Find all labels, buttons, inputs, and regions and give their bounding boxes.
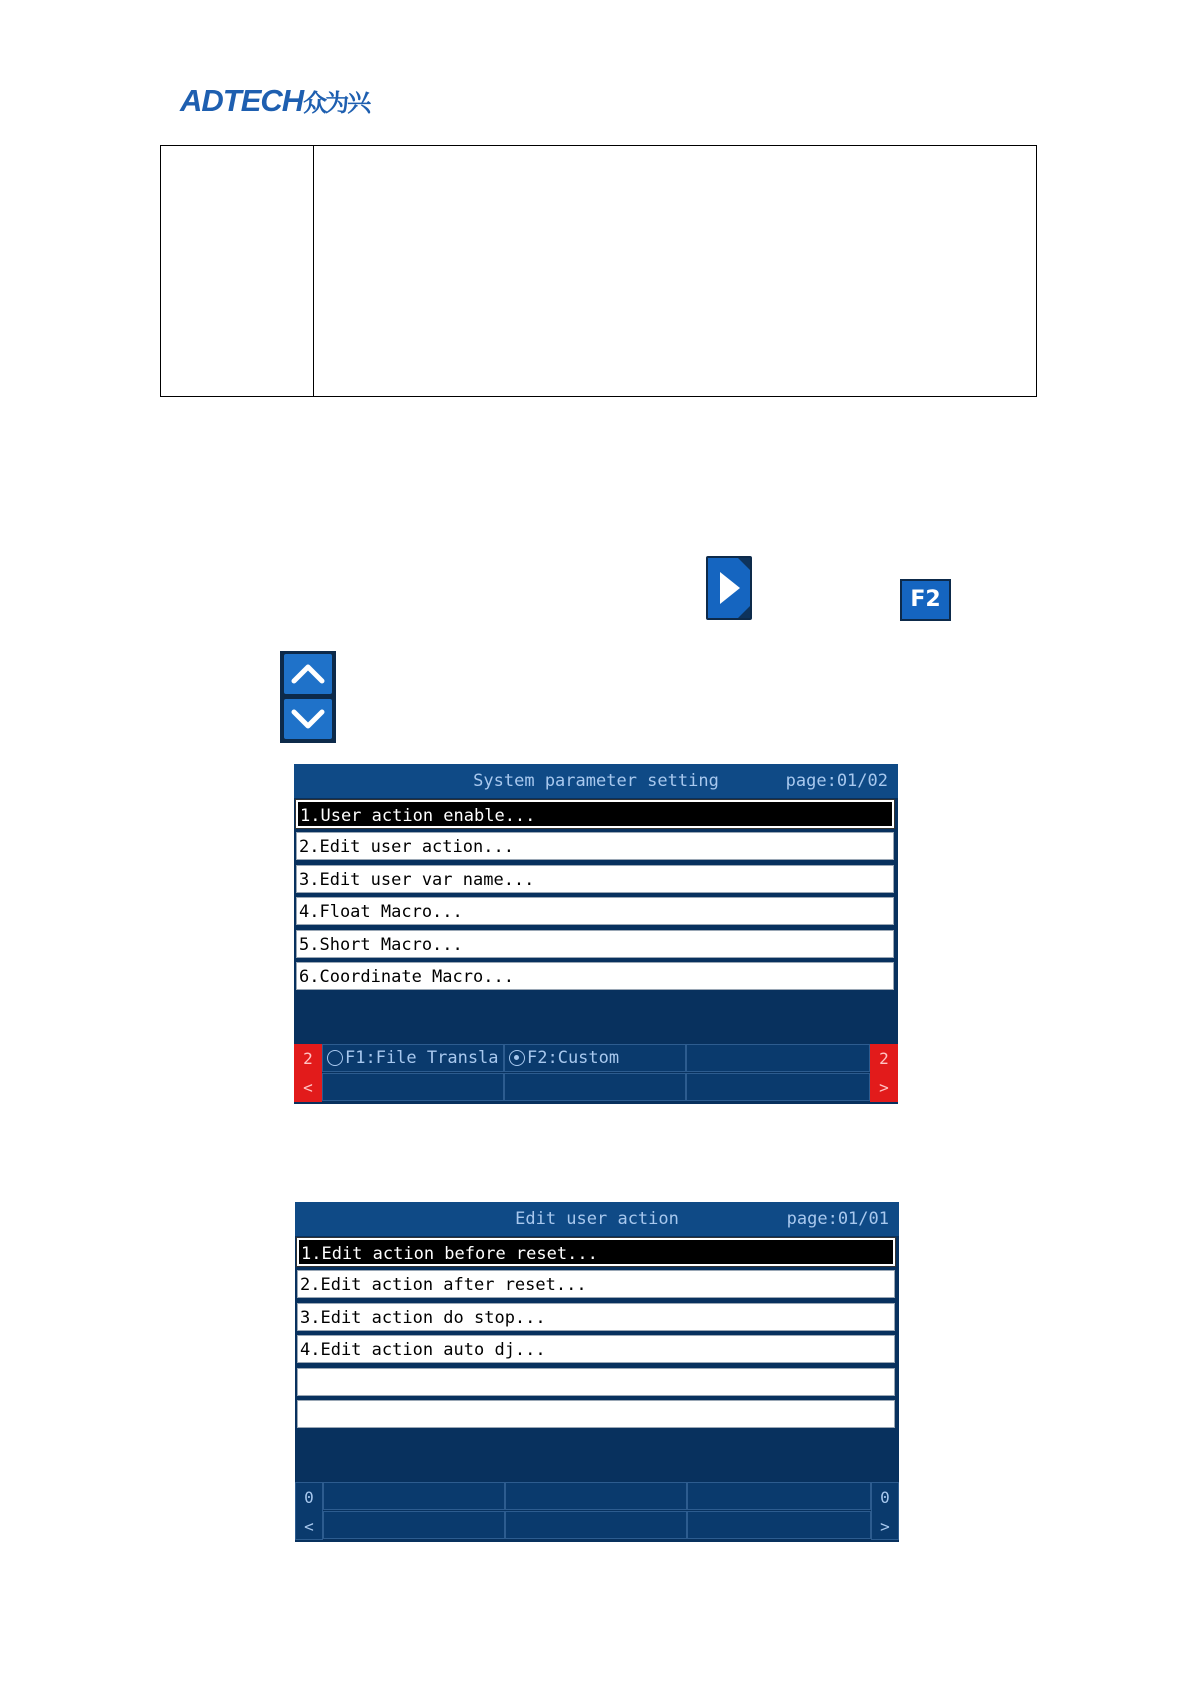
f3-softkey[interactable] <box>687 1482 871 1510</box>
menu-item[interactable]: 6.Coordinate Macro... <box>296 962 894 990</box>
menu-item[interactable]: 3.Edit user var name... <box>296 865 894 893</box>
f7-softkey[interactable] <box>687 1511 871 1539</box>
page-left-indicator: 0 < <box>295 1482 323 1540</box>
table-column-divider <box>313 146 314 396</box>
f5-softkey[interactable] <box>322 1073 504 1101</box>
menu-item[interactable]: 5.Short Macro... <box>296 930 894 958</box>
menu-item[interactable]: 3.Edit action do stop... <box>297 1303 895 1331</box>
radio-off-icon <box>327 1050 343 1066</box>
f3-softkey[interactable] <box>686 1044 870 1072</box>
arrow-up-icon <box>284 654 332 694</box>
menu-item[interactable]: 4.Float Macro... <box>296 897 894 925</box>
menu-item[interactable]: 2.Edit user action... <box>296 832 894 860</box>
menu-item[interactable]: 1.User action enable... <box>296 800 894 828</box>
page-right-indicator: 2 > <box>870 1044 898 1102</box>
page-indicator: page:01/01 <box>786 1209 889 1229</box>
empty-table <box>160 145 1037 397</box>
function-key-bar <box>295 1482 899 1542</box>
screen-header <box>294 764 898 798</box>
f6-softkey[interactable] <box>505 1511 687 1539</box>
edit-user-action-screen <box>295 1202 899 1542</box>
menu-item[interactable] <box>297 1400 895 1428</box>
system-parameter-screen <box>294 764 898 1104</box>
up-key <box>284 654 332 694</box>
screen-header <box>295 1202 899 1236</box>
logo-text-cn: 众为兴 <box>303 89 370 117</box>
page-left-indicator: 2 < <box>294 1044 322 1102</box>
menu-item[interactable]: 4.Edit action auto dj... <box>297 1335 895 1363</box>
f2-key: F2 <box>900 579 951 621</box>
menu-item[interactable]: 1.Edit action before reset... <box>297 1238 895 1266</box>
menu-item[interactable]: 2.Edit action after reset... <box>297 1270 895 1298</box>
f5-softkey[interactable] <box>323 1511 505 1539</box>
arrow-down-icon <box>284 699 332 739</box>
menu-item[interactable] <box>297 1368 895 1396</box>
logo-text-en: ADTECH <box>180 83 304 118</box>
f6-softkey[interactable] <box>504 1073 686 1101</box>
f2-softkey[interactable]: F2:Custom <box>504 1044 686 1072</box>
f7-softkey[interactable] <box>686 1073 870 1101</box>
screen-title: Edit user action <box>515 1209 679 1229</box>
f2-softkey[interactable] <box>505 1482 687 1510</box>
f1-softkey[interactable]: F1:File Transla <box>322 1044 504 1072</box>
up-down-keys <box>280 651 336 743</box>
adtech-logo <box>180 84 400 118</box>
function-key-bar <box>294 1044 898 1104</box>
down-key <box>284 699 332 739</box>
page-indicator: page:01/02 <box>785 771 888 791</box>
play-right-icon <box>708 558 750 618</box>
f1-softkey[interactable] <box>323 1482 505 1510</box>
page-right-indicator: 0 > <box>871 1482 899 1540</box>
screen-title: System parameter setting <box>473 771 719 791</box>
right-key <box>706 556 752 620</box>
radio-on-icon <box>509 1050 525 1066</box>
